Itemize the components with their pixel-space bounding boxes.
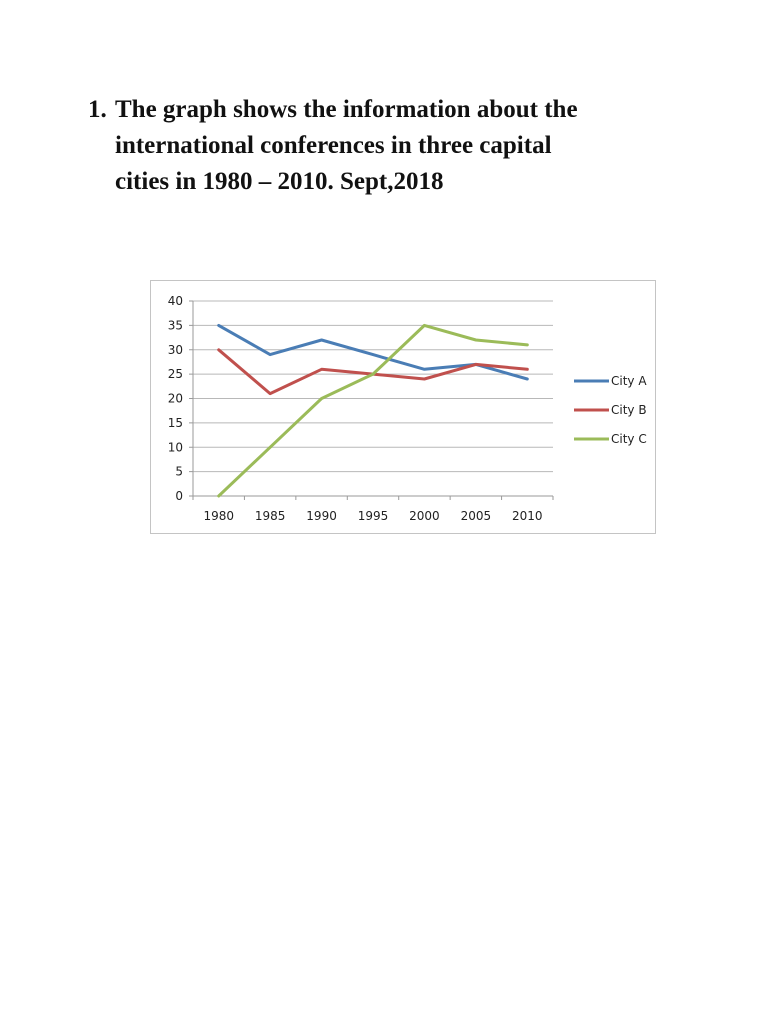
y-tick-label: 20 xyxy=(167,391,183,406)
y-tick-label: 25 xyxy=(167,367,183,382)
x-tick-label: 1980 xyxy=(203,509,234,523)
x-tick-label: 1995 xyxy=(357,509,389,523)
x-tick-label: 2005 xyxy=(460,509,492,523)
legend-label-city-c: City C xyxy=(611,432,647,446)
x-tick-label: 2010 xyxy=(512,509,543,523)
question-line-2: international conferences in three capital xyxy=(115,132,552,159)
y-tick-label: 35 xyxy=(167,318,183,333)
legend-label-city-a: City A xyxy=(611,374,647,388)
x-tick-label: 2000 xyxy=(409,509,440,523)
x-tick-label: 1990 xyxy=(306,509,337,523)
line-chart-frame xyxy=(150,280,656,534)
y-tick-label: 30 xyxy=(167,342,183,357)
question-line-3: cities in 1980 – 2010. Sept,2018 xyxy=(115,168,444,195)
line-chart xyxy=(151,281,657,535)
y-tick-label: 5 xyxy=(175,464,183,479)
series-line-city-b xyxy=(219,350,528,394)
y-tick-label: 0 xyxy=(175,489,183,503)
y-tick-label: 15 xyxy=(167,415,183,430)
x-tick-label: 1985 xyxy=(254,509,286,523)
legend-label-city-b: City B xyxy=(611,403,647,417)
y-tick-label: 10 xyxy=(167,440,183,455)
series-line-city-a xyxy=(219,325,528,379)
question-text xyxy=(88,92,688,200)
y-tick-label: 40 xyxy=(167,294,183,308)
question-number: 1. xyxy=(88,96,107,123)
question-line-1: The graph shows the information about the xyxy=(115,96,578,123)
